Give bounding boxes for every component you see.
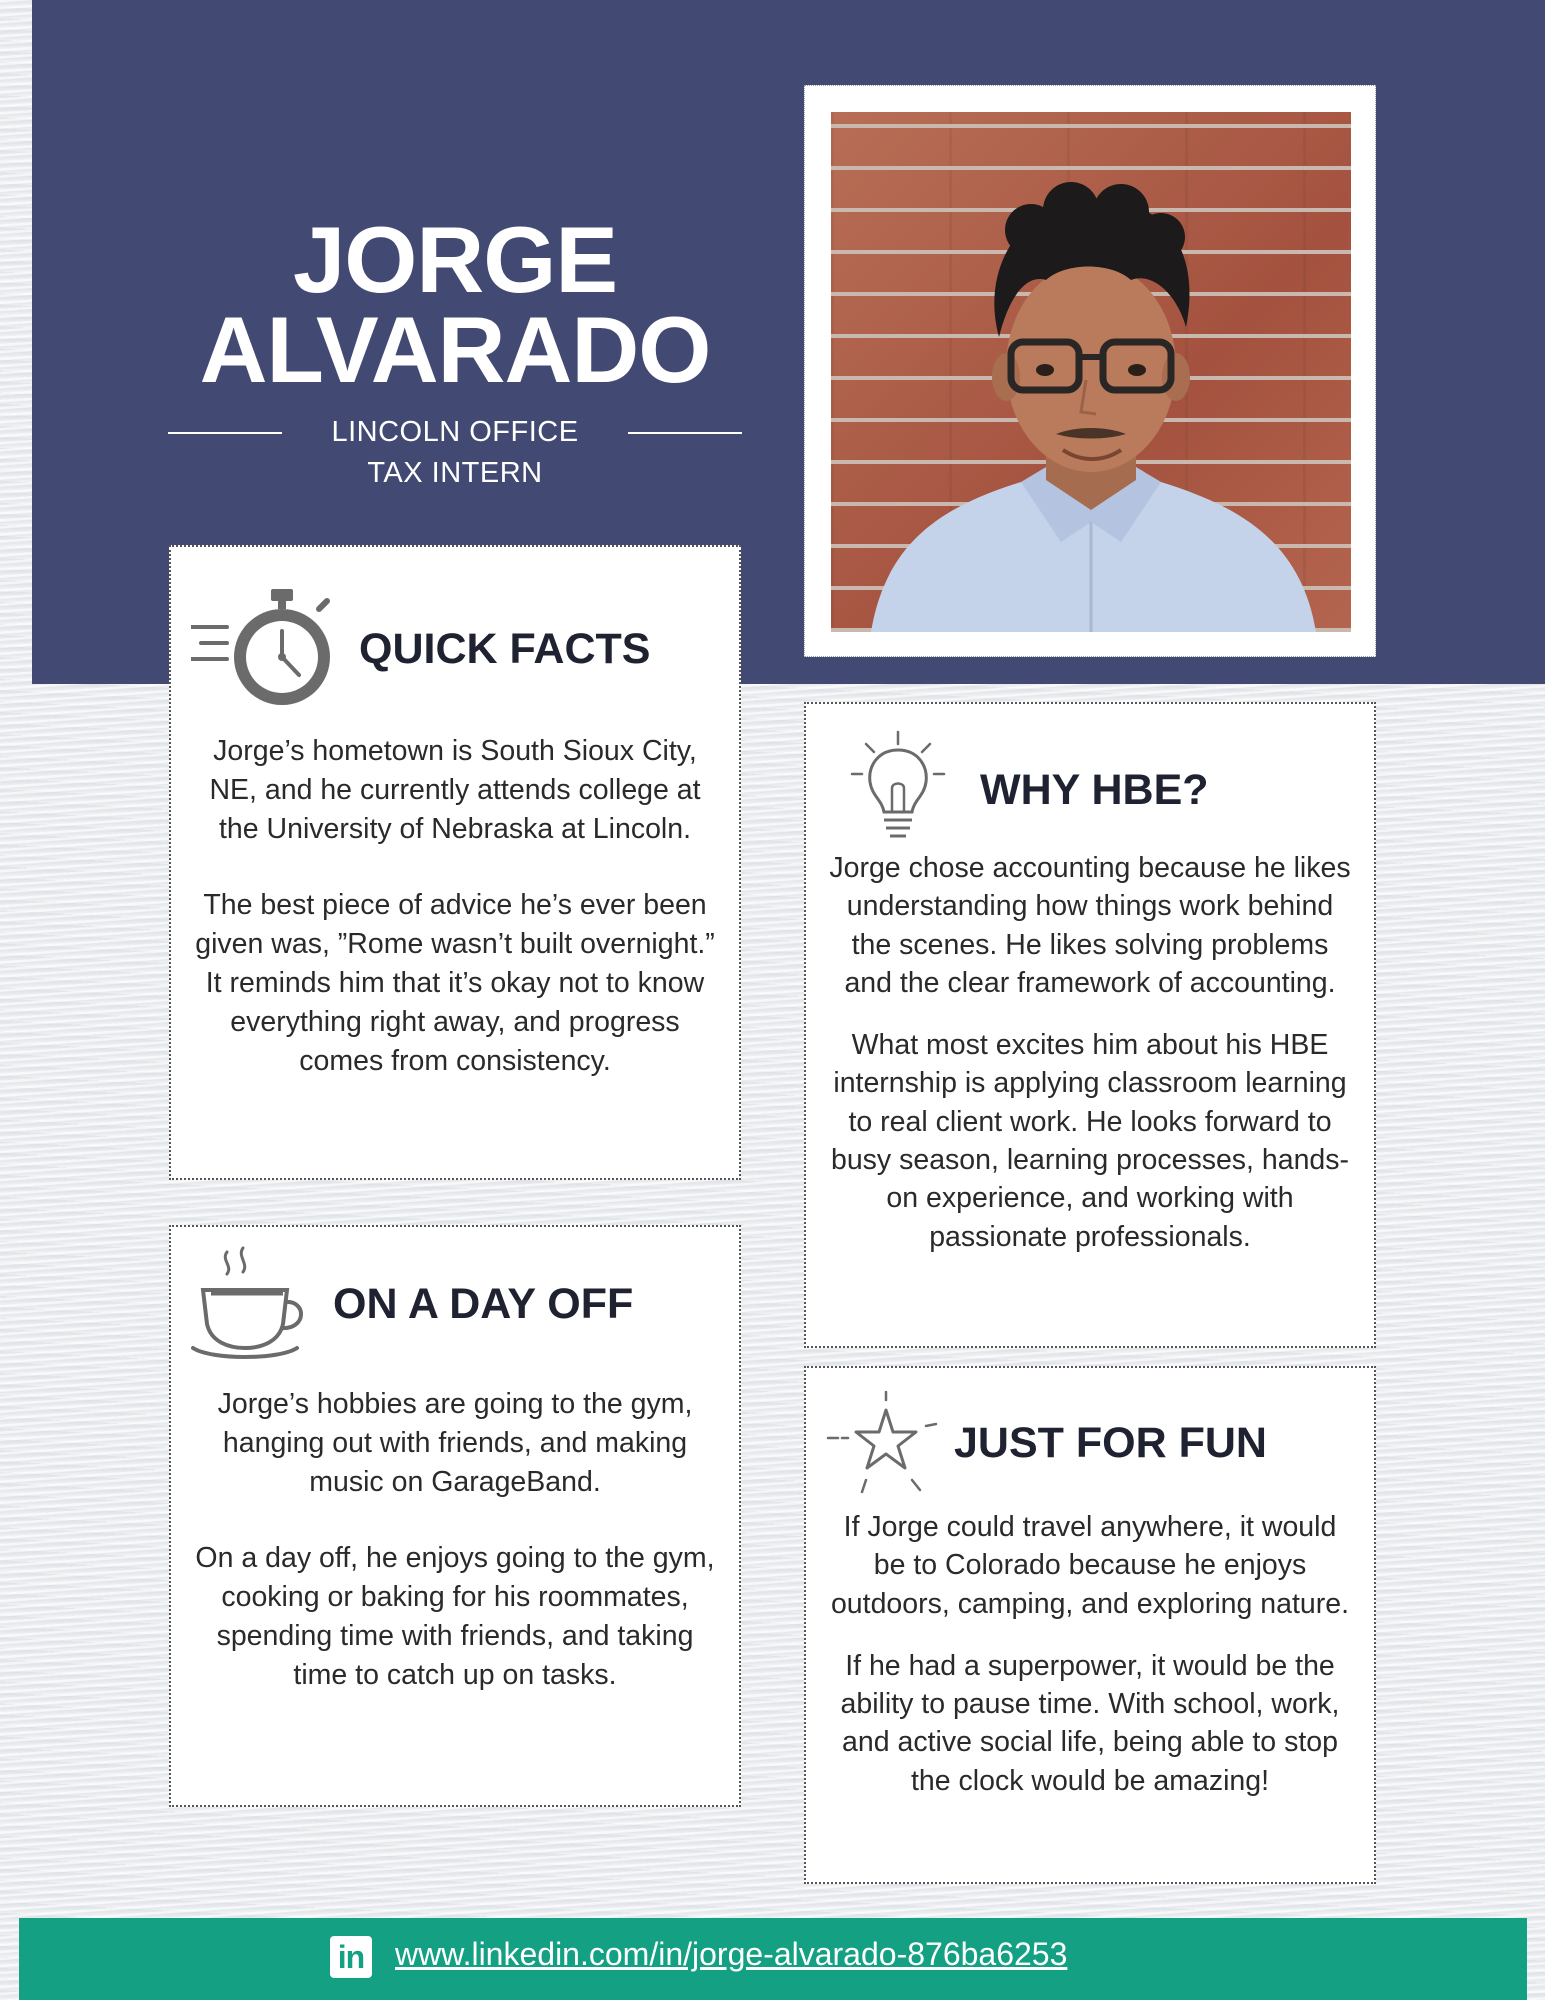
quick-facts-card	[169, 545, 741, 1180]
person-name	[150, 207, 760, 402]
photo-frame	[804, 85, 1376, 657]
coffee-cup-icon	[191, 1242, 316, 1367]
star-icon	[826, 1388, 946, 1498]
just-for-fun-paragraph: If he had a superpower, it would be the ability to pause time. With school, work, and active social life, being able to stop the clock would be amazing!	[840, 1649, 1340, 1797]
day-off-card	[169, 1225, 741, 1807]
job-title: TAX INTERN	[367, 457, 543, 489]
portrait-illustration	[831, 112, 1351, 632]
portrait-photo	[831, 112, 1351, 632]
day-off-body	[189, 1385, 721, 1695]
why-hbe-paragraph: What most excites him about his HBE internship is applying classroom learning to real client work. He looks forward to busy season, learning processes, hands-on experience, and working with passionate professionals.	[830, 1029, 1350, 1253]
stopwatch-icon	[191, 587, 341, 717]
why-hbe-title: WHY HBE?	[980, 766, 1209, 814]
name-line-last: ALVARADO	[199, 297, 711, 402]
quick-facts-paragraph: The best piece of advice he’s ever been given was, ”Rome wasn’t built overnight.” It reminds him that it’s okay not to know everything right away, and progress comes from consistency.	[195, 889, 715, 1077]
just-for-fun-title: JUST FOR FUN	[954, 1419, 1267, 1467]
day-off-paragraph: Jorge’s hobbies are going to the gym, hanging out with friends, and making music on GarageBand.	[217, 1388, 693, 1498]
why-hbe-paragraph: Jorge chose accounting because he likes understanding how things work behind the scenes. He likes solving problems and the clear framework of accounting.	[829, 852, 1351, 999]
quick-facts-title: QUICK FACTS	[359, 625, 651, 673]
name-line-first: JORGE	[292, 207, 618, 312]
quick-facts-paragraph: Jorge’s hometown is South Sioux City, NE, and he currently attends college at the University of Nebraska at Lincoln.	[209, 735, 701, 845]
day-off-paragraph: On a day off, he enjoys going to the gym, cooking or baking for his roommates, spending time with friends, and taking time to catch up on tasks.	[195, 1542, 715, 1691]
divider-left	[168, 432, 282, 434]
office-label: LINCOLN OFFICE	[331, 416, 579, 448]
linkedin-link[interactable]: www.linkedin.com/in/jorge-alvarado-876ba6253	[395, 1936, 1068, 1972]
divider-right	[628, 432, 742, 434]
lightbulb-icon	[848, 730, 958, 850]
linkedin-icon[interactable]: in	[330, 1936, 372, 1978]
just-for-fun-paragraph: If Jorge could travel anywhere, it would be to Colorado because he enjoys outdoors, camping, and exploring nature.	[830, 1511, 1350, 1620]
just-for-fun-body	[824, 1508, 1356, 1800]
why-hbe-body	[824, 849, 1356, 1256]
why-hbe-card	[804, 702, 1376, 1348]
quick-facts-body	[189, 732, 721, 1080]
role-block	[168, 412, 742, 494]
day-off-title: ON A DAY OFF	[333, 1280, 634, 1328]
just-for-fun-card	[804, 1366, 1376, 1884]
